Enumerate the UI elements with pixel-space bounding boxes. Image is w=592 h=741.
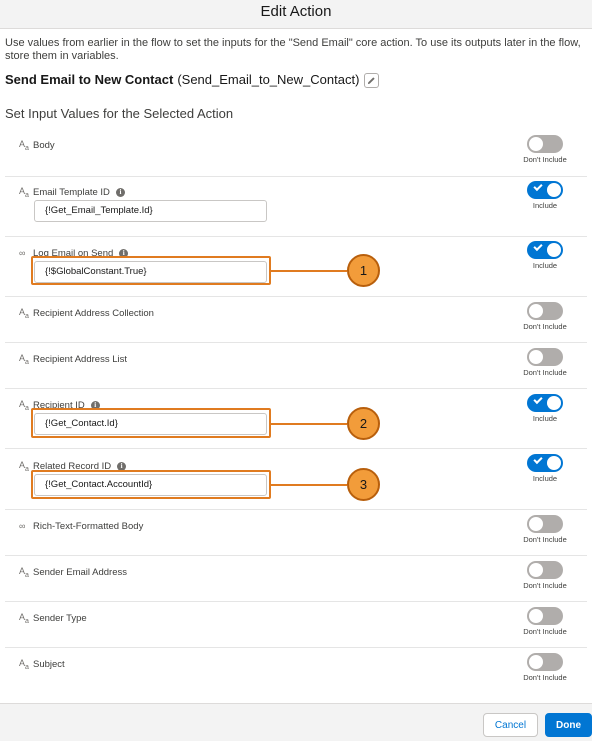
dialog-description: Use values from earlier in the flow to set the inputs for the "Send Email" core action. To use its outputs later in the flow, store them in variables. — [5, 37, 581, 62]
action-label: Send Email to New Contact — [5, 72, 174, 87]
toggle-switch[interactable] — [527, 454, 563, 472]
section-title: Set Input Values for the Selected Action — [5, 106, 234, 121]
toggle-switch[interactable] — [527, 135, 563, 153]
boolean-type-icon: ∞ — [19, 521, 26, 531]
annotation-highlight-2 — [31, 408, 271, 438]
text-type-icon: $A_a$ — [19, 306, 29, 320]
check-icon — [533, 455, 542, 464]
field-row-body — [5, 130, 587, 176]
annotation-callout-1: 1 — [347, 254, 380, 287]
text-type-icon: $A_a$ — [19, 657, 29, 671]
toggle-switch[interactable] — [527, 241, 563, 259]
include-toggle[interactable] — [520, 515, 570, 544]
toggle-switch[interactable] — [527, 394, 563, 412]
log-email-on-send-input[interactable]: {!$GlobalConstant.True} — [34, 261, 267, 283]
check-icon — [533, 182, 542, 191]
field-row-email-template-id — [5, 176, 587, 236]
action-api-name: (Send_Email_to_New_Contact) — [177, 72, 360, 87]
annotation-connector-2 — [271, 423, 347, 425]
field-label: Recipient Address List — [33, 353, 127, 365]
text-type-icon: $A_a$ — [19, 611, 29, 625]
toggle-label: Include — [532, 261, 558, 270]
email-template-id-input[interactable]: {!Get_Email_Template.Id} — [34, 200, 267, 222]
include-toggle[interactable] — [520, 348, 570, 377]
field-row-recipient-address-collection — [5, 296, 587, 342]
dialog-footer — [0, 703, 592, 741]
text-type-icon: $A_a$ — [19, 185, 29, 199]
text-type-icon: $A_a$ — [19, 352, 29, 366]
check-icon — [533, 395, 542, 404]
include-toggle[interactable] — [520, 561, 570, 590]
action-title — [5, 72, 379, 88]
field-label: Subject — [33, 658, 65, 670]
info-icon[interactable]: i — [117, 462, 126, 471]
field-row-sender-email-address — [5, 555, 587, 601]
info-icon[interactable]: i — [116, 188, 125, 197]
field-label: Email Template ID — [33, 186, 110, 198]
include-toggle[interactable] — [520, 653, 570, 682]
toggle-label: Don't Include — [523, 581, 567, 590]
include-toggle[interactable] — [520, 181, 570, 210]
cancel-button[interactable]: Cancel — [483, 713, 538, 737]
include-toggle[interactable] — [520, 454, 570, 483]
annotation-callout-3: 3 — [347, 468, 380, 501]
toggle-label: Include — [532, 201, 558, 210]
include-toggle[interactable] — [520, 302, 570, 331]
toggle-label: Include — [532, 474, 558, 483]
boolean-type-icon: ∞ — [19, 248, 26, 258]
include-toggle[interactable] — [520, 241, 570, 270]
toggle-switch[interactable] — [527, 653, 563, 671]
check-icon — [533, 242, 542, 251]
field-label: Recipient ID — [33, 399, 85, 411]
field-label: Related Record ID — [33, 460, 112, 472]
text-type-icon: $A_a$ — [19, 565, 29, 579]
edit-pencil-icon[interactable] — [364, 73, 379, 88]
text-type-icon: $A_a$ — [19, 459, 29, 473]
field-row-subject — [5, 647, 587, 693]
dialog-header — [0, 0, 592, 29]
annotation-highlight-1 — [31, 256, 271, 285]
toggle-label: Don't Include — [523, 368, 567, 377]
toggle-switch[interactable] — [527, 181, 563, 199]
field-label: Body — [33, 139, 55, 151]
include-toggle[interactable] — [520, 394, 570, 423]
field-label: Recipient Address Collection — [33, 307, 154, 319]
info-icon[interactable]: i — [119, 249, 128, 258]
toggle-switch[interactable] — [527, 348, 563, 366]
toggle-label: Don't Include — [523, 322, 567, 331]
field-row-recipient-address-list — [5, 342, 587, 388]
include-toggle[interactable] — [520, 607, 570, 636]
field-row-sender-type — [5, 601, 587, 647]
annotation-connector-1 — [271, 270, 347, 272]
annotation-connector-3 — [271, 484, 347, 486]
toggle-label: Don't Include — [523, 535, 567, 544]
annotation-callout-2: 2 — [347, 407, 380, 440]
toggle-switch[interactable] — [527, 561, 563, 579]
text-type-icon: $A_a$ — [19, 138, 29, 152]
text-type-icon: $A_a$ — [19, 398, 29, 412]
field-label: Rich-Text-Formatted Body — [33, 520, 144, 532]
toggle-label: Don't Include — [523, 627, 567, 636]
recipient-id-input[interactable]: {!Get_Contact.Id} — [34, 413, 267, 435]
info-icon[interactable]: i — [91, 401, 100, 410]
dialog-title: Edit Action — [260, 3, 332, 20]
include-toggle[interactable] — [520, 135, 570, 164]
field-row-rich-text-formatted-body — [5, 509, 587, 555]
toggle-switch[interactable] — [527, 515, 563, 533]
field-label: Sender Type — [33, 612, 87, 624]
toggle-label: Include — [532, 414, 558, 423]
field-label: Log Email on Send — [33, 247, 114, 259]
toggle-label: Don't Include — [523, 155, 567, 164]
toggle-switch[interactable] — [527, 302, 563, 320]
toggle-switch[interactable] — [527, 607, 563, 625]
done-button[interactable]: Done — [545, 713, 592, 737]
field-label: Sender Email Address — [33, 566, 127, 578]
toggle-label: Don't Include — [523, 673, 567, 682]
related-record-id-input[interactable]: {!Get_Contact.AccountId} — [34, 474, 267, 496]
annotation-highlight-3 — [31, 470, 271, 499]
